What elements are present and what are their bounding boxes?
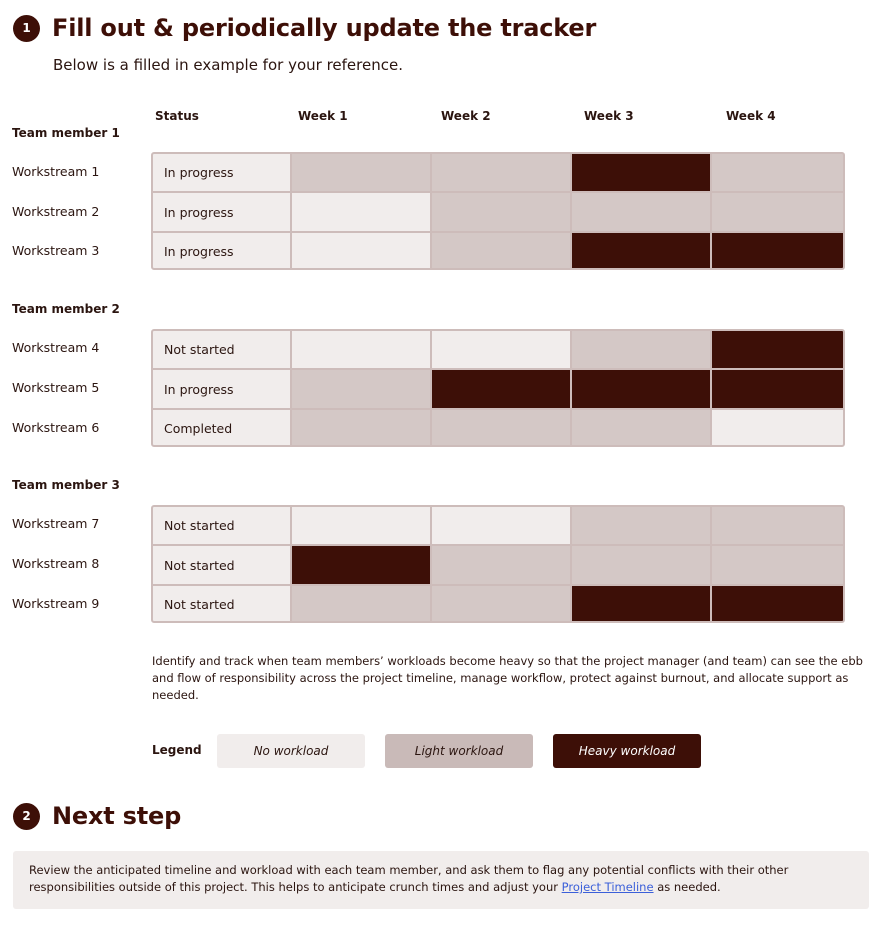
week-1-light-workload-cell[interactable] (292, 154, 430, 191)
week-3-light-workload-cell[interactable] (572, 331, 710, 368)
week-1-light-workload-cell[interactable] (292, 370, 430, 408)
week-2-none-workload-cell[interactable] (432, 507, 570, 544)
step-1-title: Fill out & periodically update the tracker (52, 14, 597, 42)
next-step-box (13, 851, 869, 909)
week-3-light-workload-cell[interactable] (572, 193, 710, 231)
row-label: Workstream 1 (12, 164, 100, 179)
week-3-heavy-workload-cell[interactable] (572, 586, 710, 623)
week-1-none-workload-cell[interactable] (292, 331, 430, 368)
legend-heavy-workload: Heavy workload (553, 734, 701, 768)
column-header-status: Status (155, 109, 199, 123)
status-cell[interactable]: In progress (153, 154, 290, 191)
week-4-light-workload-cell[interactable] (712, 546, 845, 584)
step-1-header (13, 14, 596, 42)
group-title-team-member-2: Team member 2 (12, 302, 120, 316)
row-label: Workstream 4 (12, 340, 100, 355)
week-4-heavy-workload-cell[interactable] (712, 370, 845, 408)
step-1-number-badge: 1 (13, 15, 40, 42)
week-4-none-workload-cell[interactable] (712, 410, 845, 447)
step-1-subtitle: Below is a filled in example for your reference. (53, 56, 403, 74)
status-cell[interactable]: Not started (153, 507, 290, 544)
column-header-week-4: Week 4 (726, 109, 776, 123)
status-cell[interactable]: Not started (153, 586, 290, 623)
step-2-number-badge: 2 (13, 803, 40, 830)
week-1-none-workload-cell[interactable] (292, 507, 430, 544)
week-3-heavy-workload-cell[interactable] (572, 154, 710, 191)
week-4-heavy-workload-cell[interactable] (712, 586, 845, 623)
week-2-light-workload-cell[interactable] (432, 233, 570, 270)
week-1-light-workload-cell[interactable] (292, 410, 430, 447)
week-2-light-workload-cell[interactable] (432, 586, 570, 623)
tracker-grid-team-member-1 (151, 152, 845, 270)
status-cell[interactable]: Not started (153, 546, 290, 584)
row-label: Workstream 6 (12, 420, 100, 435)
status-cell[interactable]: Not started (153, 331, 290, 368)
week-3-light-workload-cell[interactable] (572, 546, 710, 584)
week-4-light-workload-cell[interactable] (712, 193, 845, 231)
step-2-header (13, 802, 181, 830)
week-2-none-workload-cell[interactable] (432, 331, 570, 368)
week-1-none-workload-cell[interactable] (292, 233, 430, 270)
status-cell[interactable]: In progress (153, 193, 290, 231)
row-label: Workstream 3 (12, 243, 100, 258)
status-cell[interactable]: Completed (153, 410, 290, 447)
week-3-light-workload-cell[interactable] (572, 410, 710, 447)
week-2-light-workload-cell[interactable] (432, 410, 570, 447)
column-header-week-2: Week 2 (441, 109, 491, 123)
status-cell[interactable]: In progress (153, 233, 290, 270)
week-3-light-workload-cell[interactable] (572, 507, 710, 544)
status-cell[interactable]: In progress (153, 370, 290, 408)
week-2-heavy-workload-cell[interactable] (432, 370, 570, 408)
week-3-heavy-workload-cell[interactable] (572, 233, 710, 270)
week-4-heavy-workload-cell[interactable] (712, 233, 845, 270)
week-2-light-workload-cell[interactable] (432, 546, 570, 584)
next-step-text-end: as needed. (653, 880, 721, 894)
week-1-light-workload-cell[interactable] (292, 586, 430, 623)
tracker-grid-team-member-2 (151, 329, 845, 447)
tracker-grid-team-member-3 (151, 505, 845, 623)
project-timeline-link[interactable]: Project Timeline (561, 880, 654, 894)
week-1-heavy-workload-cell[interactable] (292, 546, 430, 584)
week-4-heavy-workload-cell[interactable] (712, 331, 845, 368)
week-3-heavy-workload-cell[interactable] (572, 370, 710, 408)
row-label: Workstream 9 (12, 596, 100, 611)
week-2-light-workload-cell[interactable] (432, 154, 570, 191)
group-title-team-member-3: Team member 3 (12, 478, 120, 492)
row-label: Workstream 8 (12, 556, 100, 571)
legend-no-workload: No workload (217, 734, 365, 768)
column-header-week-1: Week 1 (298, 109, 348, 123)
legend-label: Legend (152, 743, 202, 757)
row-label: Workstream 7 (12, 516, 100, 531)
next-step-text: Review the anticipated timeline and workload with each team member, and ask them to flag any potential conflicts with their other responsibilities outside of this project. This helps to anticipate crunch times and adjust your (29, 863, 789, 894)
week-1-none-workload-cell[interactable] (292, 193, 430, 231)
week-4-light-workload-cell[interactable] (712, 154, 845, 191)
week-2-light-workload-cell[interactable] (432, 193, 570, 231)
column-header-week-3: Week 3 (584, 109, 634, 123)
group-title-team-member-1: Team member 1 (12, 126, 120, 140)
week-4-light-workload-cell[interactable] (712, 507, 845, 544)
workload-note: Identify and track when team members’ workloads become heavy so that the project manager (and team) can see the ebb and flow of responsibility across the project timeline, manage workflow, protect against burnout, and allocate support as needed. (152, 654, 863, 702)
step-2-title: Next step (52, 802, 182, 830)
legend-light-workload: Light workload (385, 734, 533, 768)
row-label: Workstream 2 (12, 204, 100, 219)
row-label: Workstream 5 (12, 380, 100, 395)
